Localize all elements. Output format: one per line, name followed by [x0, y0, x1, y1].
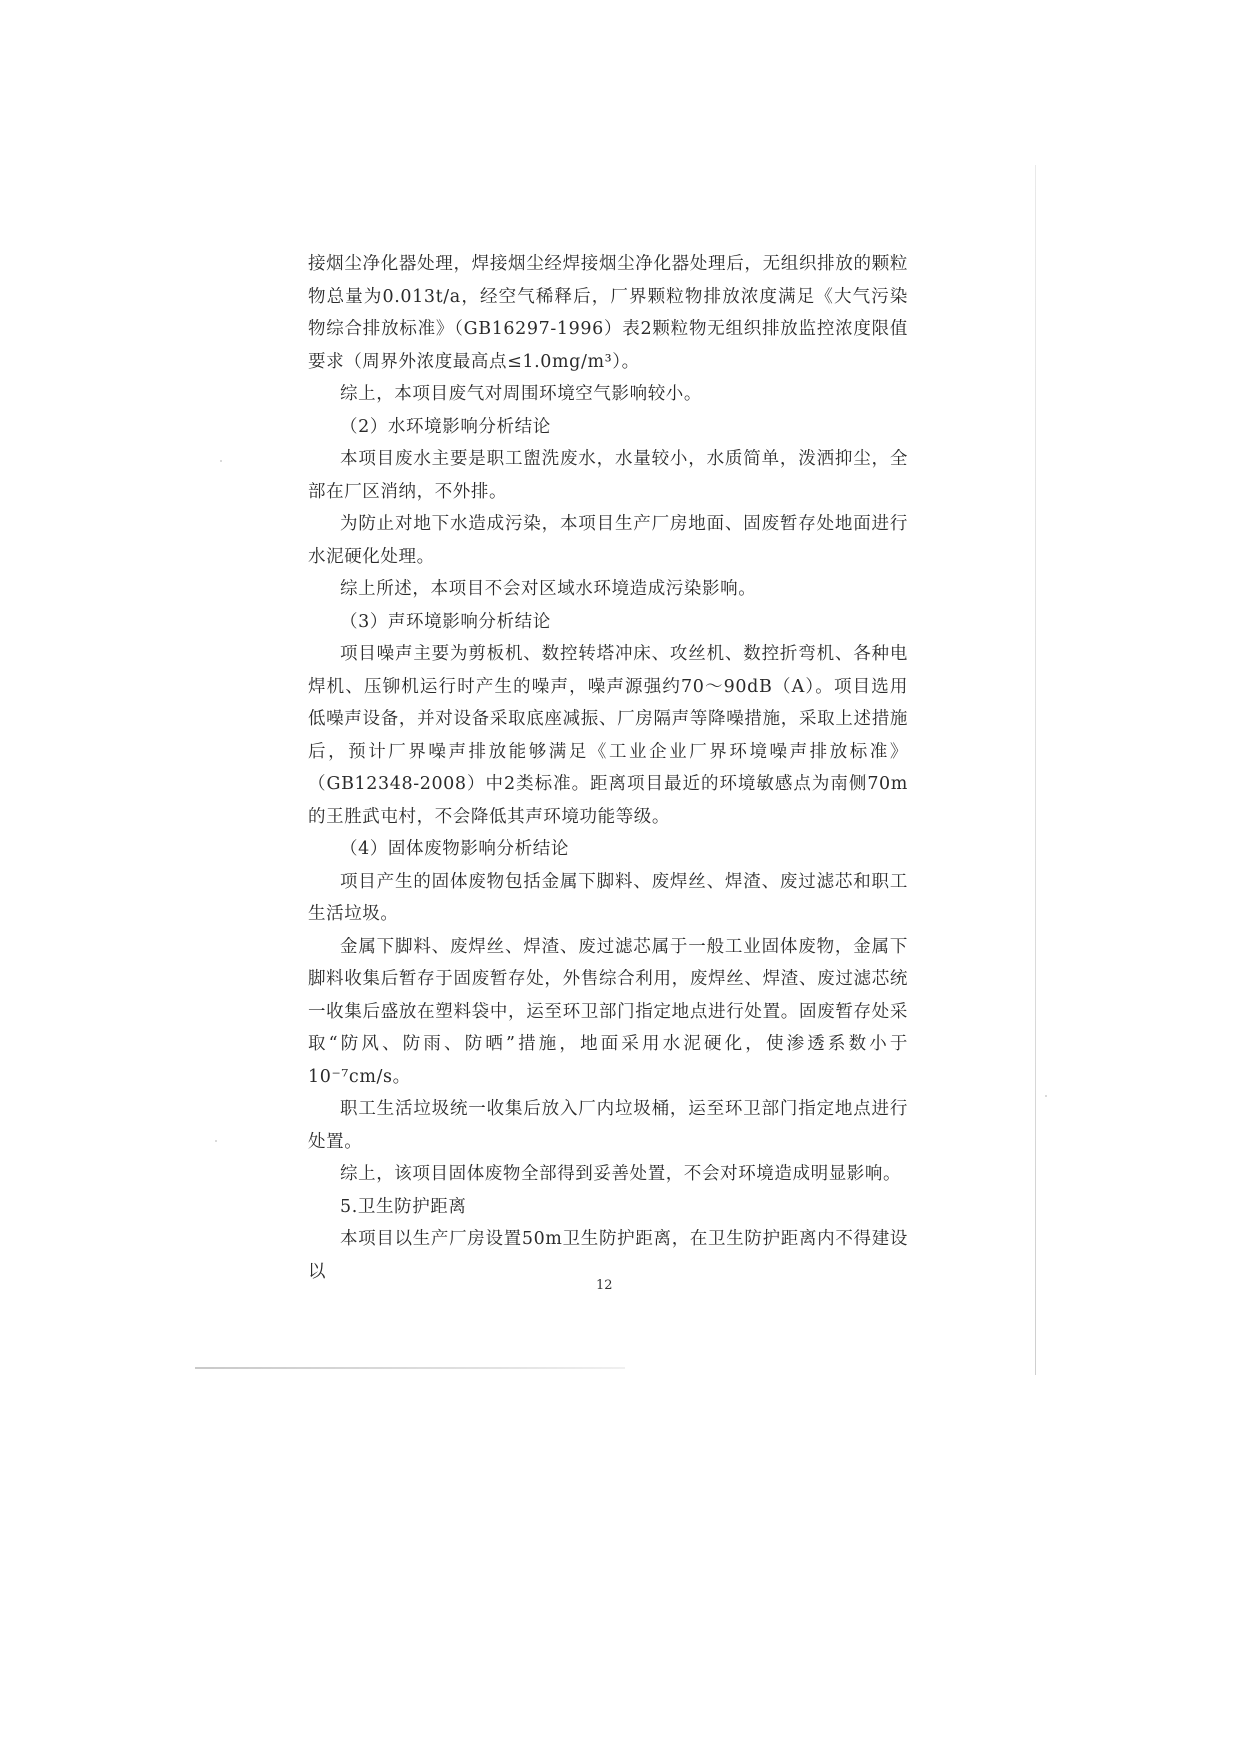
paragraph-health-distance: 本项目以生产厂房设置50m卫生防护距离，在卫生防护距离内不得建设以 [308, 1229, 908, 1282]
paragraph-solid-waste-types: 项目产生的固体废物包括金属下脚料、废焊丝、焊渣、废过滤芯和职工生活垃圾。 [308, 871, 908, 924]
page-number: 12 [596, 1278, 613, 1293]
paragraph-continuation: 接烟尘净化器处理，焊接烟尘经焊接烟尘净化器处理后，无组织排放的颗粒物总量为0.013t/a，经空气稀释后，厂界颗粒物排放浓度满足《大气污染物综合排放标准》（GB16297-1996）表2颗粒物无组织排放监控浓度限值要求（周界外浓度最高点≤1.0mg/m³）。 [308, 254, 908, 372]
section-heading-solid-waste: （4）固体废物影响分析结论 [340, 839, 569, 859]
scan-speck [220, 460, 222, 462]
paragraph-noise: 项目噪声主要为剪板机、数控转塔冲床、攻丝机、数控折弯机、各种电焊机、压铆机运行时产生的噪声，噪声源强约70～90dB（A）。项目选用低噪声设备，并对设备采取底座减振、厂房隔声等降噪措施，采取上述措施后，预计厂界噪声排放能够满足《工业企业厂界环境噪声排放标准》（GB12348-2008）中2类标准。距离项目最近的环境敏感点为南侧70m的王胜武屯村，不会降低其声环境功能等级。 [308, 644, 908, 827]
scan-speck [215, 1140, 217, 1142]
section-heading-water: （2）水环境影响分析结论 [340, 416, 551, 437]
paragraph-domestic-waste: 职工生活垃圾统一收集后放入厂内垃圾桶，运至环卫部门指定地点进行处置。 [308, 1099, 908, 1152]
paragraph-wastewater: 本项目废水主要是职工盥洗废水，水量较小，水质简单，泼洒抑尘，全部在厂区消纳，不外排。 [308, 449, 908, 502]
scan-edge-line [1035, 165, 1036, 1375]
paragraph-solid-waste-summary: 综上，该项目固体废物全部得到妥善处置，不会对环境造成明显影响。 [340, 1164, 902, 1184]
scan-bottom-line [195, 1367, 625, 1369]
section-heading-noise: （3）声环境影响分析结论 [340, 611, 551, 632]
paragraph-solid-waste-handling: 金属下脚料、废焊丝、焊渣、废过滤芯属于一般工业固体废物，金属下脚料收集后暂存于固废暂存处，外售综合利用，废焊丝、焊渣、废过滤芯统一收集后盛放在塑料袋中，运至环卫部门指定地点进行处置。固废暂存处采取“防风、防雨、防晒”措施，地面采用水泥硬化，使渗透系数小于10⁻⁷cm/s。 [308, 936, 908, 1087]
paragraph-groundwater: 为防止对地下水造成污染，本项目生产厂房地面、固废暂存处地面进行水泥硬化处理。 [308, 514, 908, 567]
paragraph-air-summary: 综上，本项目废气对周围环境空气影响较小。 [340, 384, 702, 404]
body-text [308, 248, 908, 1288]
section-heading-health-distance: 5.卫生防护距离 [340, 1196, 467, 1217]
paragraph-water-summary: 综上所述，本项目不会对区域水环境造成污染影响。 [340, 579, 757, 599]
scan-speck [1045, 1095, 1047, 1097]
